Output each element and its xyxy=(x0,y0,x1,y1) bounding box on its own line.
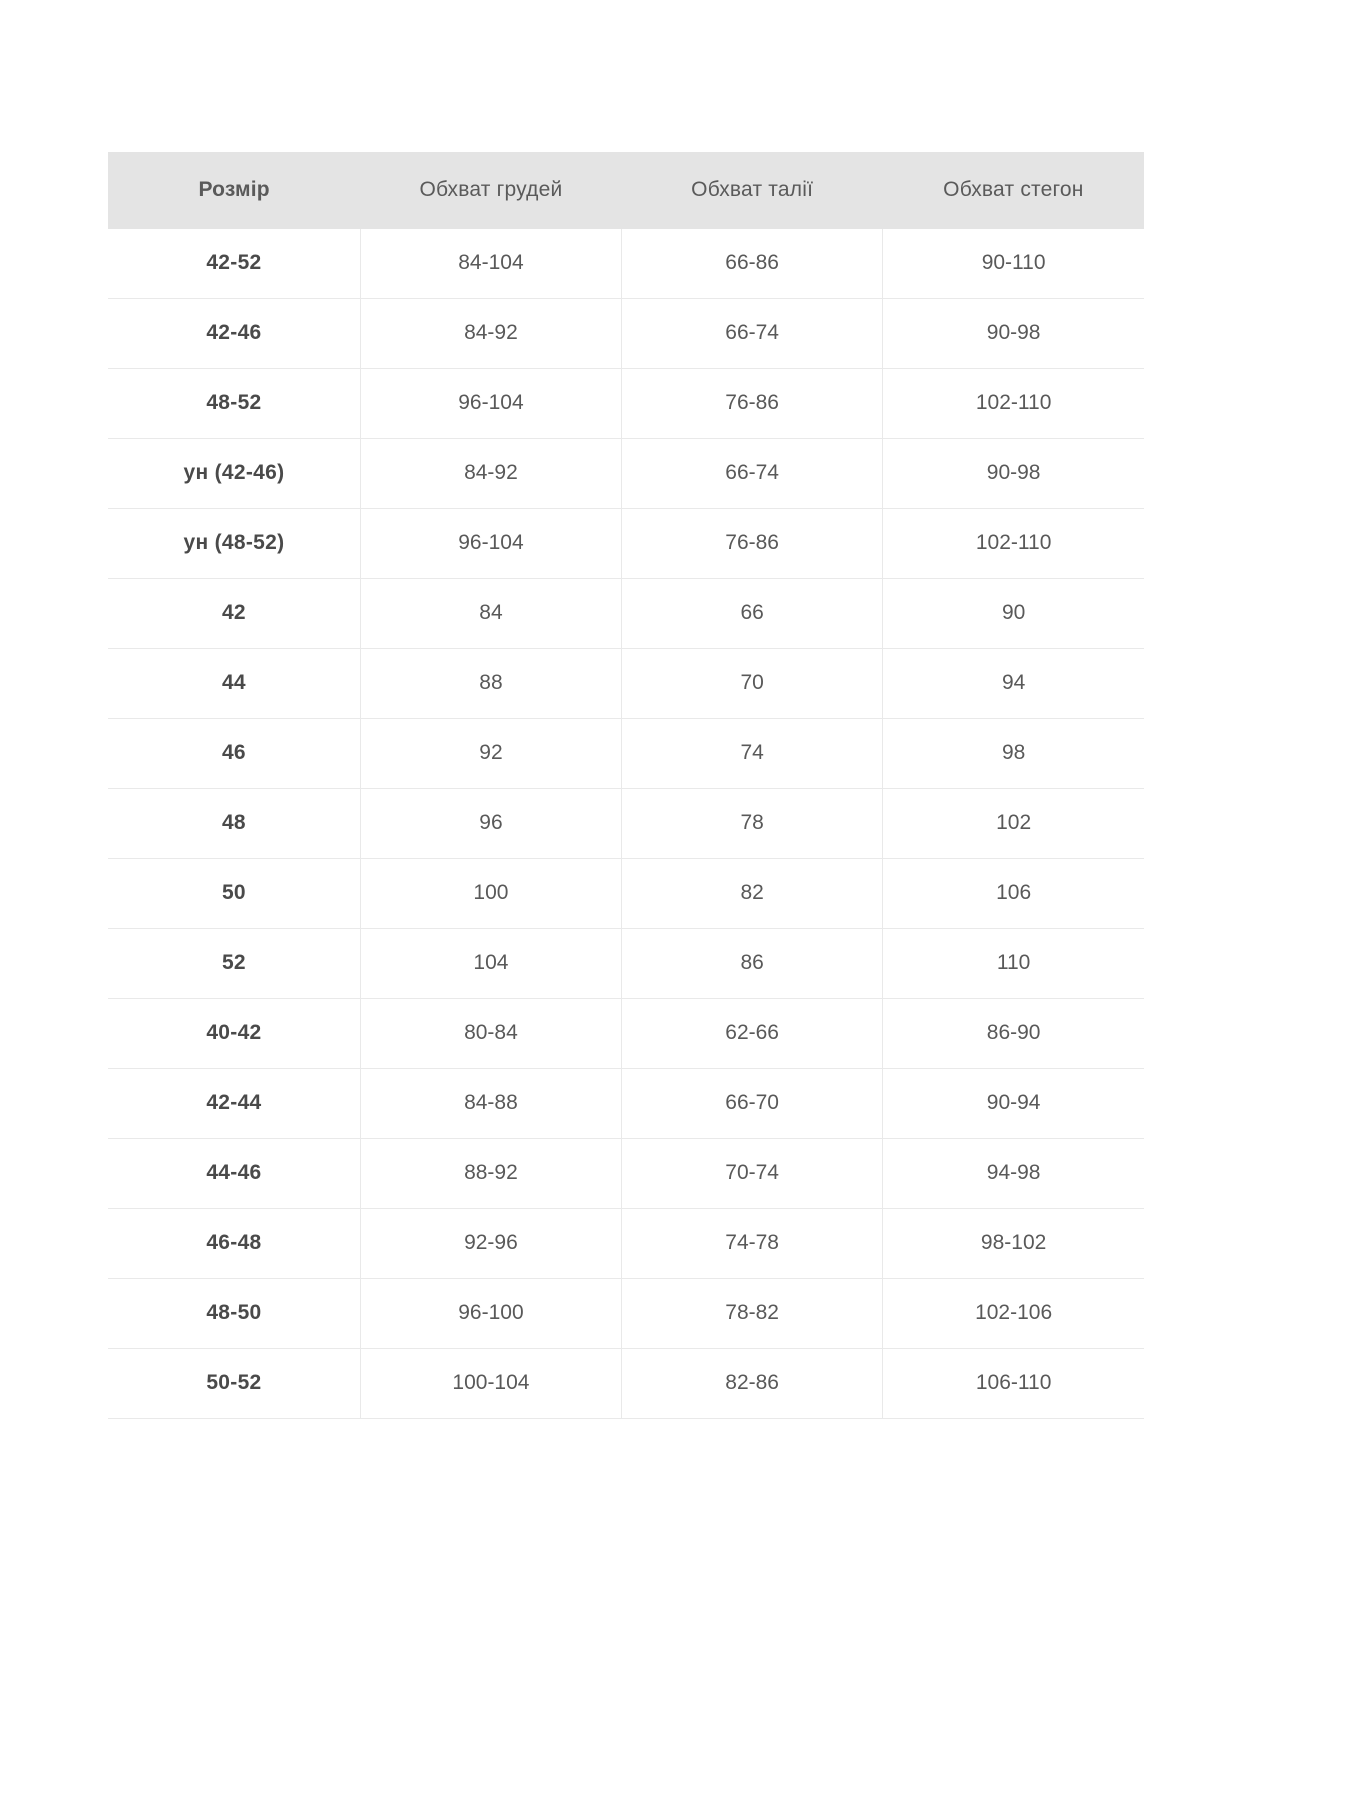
cell-hips: 90 xyxy=(883,579,1144,649)
cell-chest: 88-92 xyxy=(360,1139,621,1209)
table-row xyxy=(108,439,1144,509)
table-row xyxy=(108,509,1144,579)
table-row xyxy=(108,299,1144,369)
table-row xyxy=(108,1139,1144,1209)
cell-size: 48-50 xyxy=(108,1279,360,1349)
cell-size: 42-46 xyxy=(108,299,360,369)
cell-waist: 66-74 xyxy=(622,439,883,509)
cell-size: 46-48 xyxy=(108,1209,360,1279)
cell-size: ун (42-46) xyxy=(108,439,360,509)
cell-waist: 70 xyxy=(622,649,883,719)
size-table xyxy=(108,152,1144,1419)
column-header-size: Розмір xyxy=(108,152,360,229)
table-row xyxy=(108,229,1144,299)
cell-chest: 84-104 xyxy=(360,229,621,299)
cell-waist: 78-82 xyxy=(622,1279,883,1349)
cell-chest: 104 xyxy=(360,929,621,999)
table-row xyxy=(108,649,1144,719)
cell-waist: 82 xyxy=(622,859,883,929)
cell-chest: 96-100 xyxy=(360,1279,621,1349)
table-header xyxy=(108,152,1144,229)
cell-size: 42-44 xyxy=(108,1069,360,1139)
table-row xyxy=(108,859,1144,929)
cell-hips: 102-110 xyxy=(883,509,1144,579)
table-row xyxy=(108,719,1144,789)
cell-waist: 76-86 xyxy=(622,369,883,439)
cell-hips: 102 xyxy=(883,789,1144,859)
cell-hips: 94-98 xyxy=(883,1139,1144,1209)
table-header-row xyxy=(108,152,1144,229)
cell-chest: 92 xyxy=(360,719,621,789)
cell-hips: 98 xyxy=(883,719,1144,789)
cell-waist: 74-78 xyxy=(622,1209,883,1279)
table-row xyxy=(108,1279,1144,1349)
cell-size: 52 xyxy=(108,929,360,999)
cell-waist: 74 xyxy=(622,719,883,789)
cell-size: 42-52 xyxy=(108,229,360,299)
cell-size: 48-52 xyxy=(108,369,360,439)
size-chart xyxy=(108,152,1144,1419)
column-header-chest: Обхват грудей xyxy=(360,152,621,229)
cell-size: 44 xyxy=(108,649,360,719)
cell-hips: 102-110 xyxy=(883,369,1144,439)
cell-hips: 98-102 xyxy=(883,1209,1144,1279)
cell-hips: 106 xyxy=(883,859,1144,929)
cell-chest: 84-92 xyxy=(360,299,621,369)
cell-hips: 90-94 xyxy=(883,1069,1144,1139)
cell-hips: 102-106 xyxy=(883,1279,1144,1349)
cell-waist: 66-70 xyxy=(622,1069,883,1139)
cell-size: 46 xyxy=(108,719,360,789)
cell-waist: 62-66 xyxy=(622,999,883,1069)
cell-size: 50-52 xyxy=(108,1349,360,1419)
table-body xyxy=(108,229,1144,1419)
cell-chest: 96-104 xyxy=(360,369,621,439)
cell-hips: 94 xyxy=(883,649,1144,719)
cell-chest: 92-96 xyxy=(360,1209,621,1279)
cell-hips: 90-98 xyxy=(883,299,1144,369)
cell-size: 50 xyxy=(108,859,360,929)
cell-hips: 110 xyxy=(883,929,1144,999)
cell-size: 40-42 xyxy=(108,999,360,1069)
cell-chest: 88 xyxy=(360,649,621,719)
cell-size: ун (48-52) xyxy=(108,509,360,579)
cell-waist: 70-74 xyxy=(622,1139,883,1209)
cell-waist: 86 xyxy=(622,929,883,999)
cell-hips: 86-90 xyxy=(883,999,1144,1069)
cell-hips: 90-110 xyxy=(883,229,1144,299)
cell-chest: 100 xyxy=(360,859,621,929)
cell-chest: 84-92 xyxy=(360,439,621,509)
cell-waist: 78 xyxy=(622,789,883,859)
table-row xyxy=(108,1209,1144,1279)
cell-waist: 76-86 xyxy=(622,509,883,579)
table-row xyxy=(108,579,1144,649)
table-row xyxy=(108,1069,1144,1139)
table-row xyxy=(108,1349,1144,1419)
table-row xyxy=(108,999,1144,1069)
cell-waist: 82-86 xyxy=(622,1349,883,1419)
column-header-waist: Обхват талії xyxy=(622,152,883,229)
cell-chest: 96-104 xyxy=(360,509,621,579)
cell-chest: 84-88 xyxy=(360,1069,621,1139)
column-header-hips: Обхват стегон xyxy=(883,152,1144,229)
cell-chest: 80-84 xyxy=(360,999,621,1069)
table-row xyxy=(108,929,1144,999)
cell-chest: 100-104 xyxy=(360,1349,621,1419)
cell-size: 42 xyxy=(108,579,360,649)
table-row xyxy=(108,789,1144,859)
cell-waist: 66-74 xyxy=(622,299,883,369)
cell-chest: 84 xyxy=(360,579,621,649)
table-row xyxy=(108,369,1144,439)
cell-hips: 106-110 xyxy=(883,1349,1144,1419)
cell-size: 48 xyxy=(108,789,360,859)
cell-waist: 66 xyxy=(622,579,883,649)
cell-hips: 90-98 xyxy=(883,439,1144,509)
cell-chest: 96 xyxy=(360,789,621,859)
cell-size: 44-46 xyxy=(108,1139,360,1209)
cell-waist: 66-86 xyxy=(622,229,883,299)
